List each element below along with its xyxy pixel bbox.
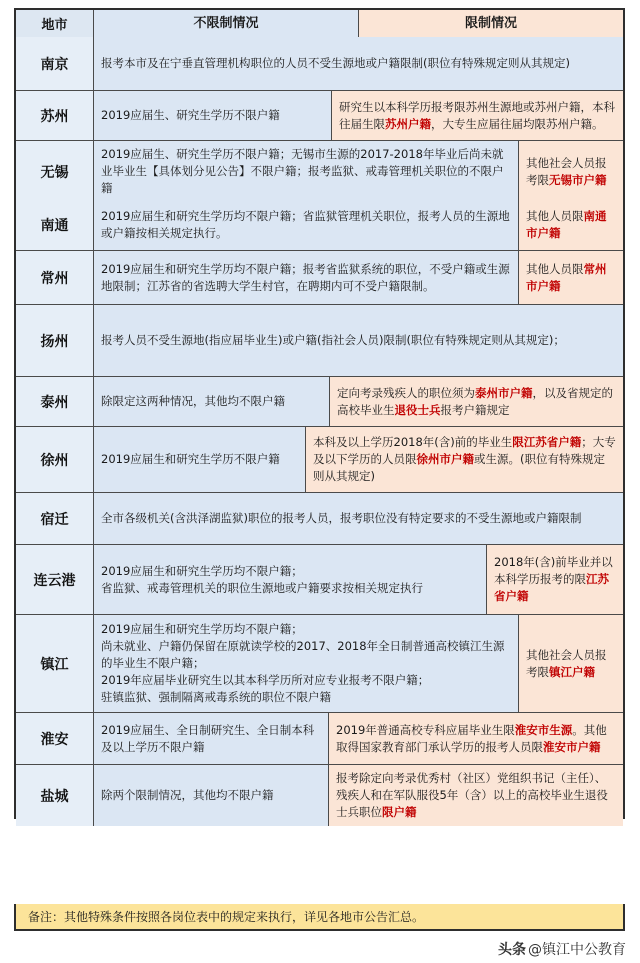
cell-text: 除限定这两种情况，其他均不限户籍 xyxy=(101,394,285,408)
header-free: 不限制情况 xyxy=(94,10,358,37)
table-row xyxy=(16,492,623,544)
row-content xyxy=(94,251,623,304)
highlighted-text: 淮安市户籍 xyxy=(543,739,601,754)
table-header-row xyxy=(16,10,623,36)
restricted-condition-cell xyxy=(518,251,623,304)
cell-text: 报考除定向考录优秀村（社区）党组织书记（主任）、残疾人和在军队服役5年（含）以上的高校毕业生退役士兵职位 xyxy=(336,771,608,819)
header-content xyxy=(94,10,623,37)
restricted-condition-cell xyxy=(518,615,623,712)
highlighted-text: 徐州市户籍 xyxy=(416,452,474,466)
city-name: 镇江 xyxy=(16,615,94,712)
free-condition-cell xyxy=(94,141,518,202)
restricted-condition-cell xyxy=(328,765,623,826)
free-text xyxy=(101,55,570,72)
cell-text: 2018年(含)前毕业并以本科学历报考的限 xyxy=(494,555,613,586)
restricted-condition-cell xyxy=(305,427,623,492)
row-content xyxy=(94,199,623,250)
header-restricted: 限制情况 xyxy=(358,10,623,37)
cell-text: 其他社会人员报考限 xyxy=(526,155,607,187)
table-row xyxy=(16,36,623,90)
cell-text: 2019应届生、研究生学历不限户籍 xyxy=(101,108,280,122)
free-condition-cell xyxy=(94,251,518,304)
city-name: 扬州 xyxy=(16,305,94,376)
free-text xyxy=(101,107,280,124)
restricted-condition-cell xyxy=(329,377,623,426)
free-text xyxy=(101,208,511,242)
watermark xyxy=(498,939,626,959)
row-content xyxy=(94,37,623,90)
highlighted-text: 淮安市生源 xyxy=(514,722,573,737)
restricted-text xyxy=(337,385,616,419)
cell-text: 研究生以本科学历报考限苏州生源地或苏州户籍，本科往届生限 xyxy=(339,99,615,131)
highlighted-text: 无锡市户籍 xyxy=(549,172,607,187)
cell-text: 或生源。(职位有特殊规定则从其规定) xyxy=(313,452,605,483)
table-row xyxy=(16,614,623,712)
table-row xyxy=(16,426,623,492)
free-text xyxy=(101,146,511,197)
row-content xyxy=(94,765,623,826)
free-condition-cell xyxy=(94,615,518,712)
restricted-text xyxy=(494,554,616,605)
city-name: 泰州 xyxy=(16,377,94,426)
restricted-text xyxy=(339,99,616,133)
city-name: 宿迁 xyxy=(16,493,94,544)
cell-text: 除两个限制情况，其他均不限户籍 xyxy=(101,788,274,802)
cell-text: 。其他取得国家教育部门承认学历的报考人员限 xyxy=(336,722,607,754)
free-condition-cell xyxy=(94,493,623,544)
free-text xyxy=(101,787,274,804)
restricted-text xyxy=(526,647,616,681)
free-condition-cell xyxy=(94,427,305,492)
cell-text: 定向考录残疾人的职位须为 xyxy=(337,385,475,400)
row-content xyxy=(94,91,623,140)
restricted-text xyxy=(526,261,616,295)
row-content xyxy=(94,615,623,712)
highlighted-text: 苏州户籍 xyxy=(385,116,431,131)
free-condition-cell xyxy=(94,91,331,140)
table-row xyxy=(16,90,623,140)
restricted-text xyxy=(313,434,616,485)
cell-text: 2019应届生和研究生学历均不限户籍；报考省监狱系统的职位，不受户籍或生源地限制；江苏省的省选聘大学生村官，在聘期内可不受户籍限制。 xyxy=(101,261,510,293)
city-name: 盐城 xyxy=(16,765,94,826)
restricted-condition-cell xyxy=(328,713,623,764)
free-text xyxy=(101,393,285,410)
free-text xyxy=(101,451,280,468)
free-condition-cell xyxy=(94,199,518,250)
row-content xyxy=(94,545,623,614)
free-text xyxy=(101,563,423,597)
cell-text: 报考户籍规定 xyxy=(440,402,510,417)
cell-text: 2019应届生和研究生学历均不限户籍； 省监狱、戒毒管理机关的职位生源地或户籍要求按相关规定执行 xyxy=(101,563,423,595)
city-name: 连云港 xyxy=(16,545,94,614)
cell-text: 2019应届生、研究生学历不限户籍；无锡市生源的2017-2018年毕业后尚未就业毕业生【具体划分见公告】不限户籍；报考监狱、戒毒管理机关职位的不限户籍 xyxy=(101,147,504,195)
restricted-condition-cell xyxy=(486,545,623,614)
cell-text: 2019应届生和研究生学历均不限户籍； 尚未就业、户籍仍保留在原就读学校的2017、2018年全日制普通高校镇江生源的毕业生不限户籍； 2019年应届毕业研究生以其本科学历所对应专业报考不限户籍； 驻镇监狱、强制隔离戒毒系统的职位不限户籍 xyxy=(101,622,505,704)
city-name: 苏州 xyxy=(16,91,94,140)
city-name: 南通 xyxy=(16,199,94,250)
city-name: 无锡 xyxy=(16,141,94,202)
city-name: 南京 xyxy=(16,37,94,90)
free-text xyxy=(101,332,565,349)
cell-text: ，大专生应届往届均限苏州户籍。 xyxy=(431,116,604,131)
city-name: 淮安 xyxy=(16,713,94,764)
free-condition-cell xyxy=(94,765,328,826)
free-condition-cell xyxy=(94,305,623,376)
table-row xyxy=(16,250,623,304)
policy-table xyxy=(14,8,625,819)
cell-text: 其他人员限 xyxy=(526,208,584,223)
highlighted-text: 限户籍 xyxy=(382,805,417,819)
highlighted-text: 退役士兵 xyxy=(394,402,441,417)
cell-text: 报考本市及在宁垂直管理机构职位的人员不受生源地或户籍限制(职位有特殊规定则从其规定) xyxy=(101,56,570,70)
table-row xyxy=(16,764,623,817)
row-content xyxy=(94,713,623,764)
cell-text: 其他人员限 xyxy=(526,261,584,276)
highlighted-text: 南通市户籍 xyxy=(526,208,607,240)
table-row xyxy=(16,712,623,764)
cell-text: 2019应届生和研究生学历不限户籍 xyxy=(101,452,280,466)
table-row xyxy=(16,140,623,198)
free-condition-cell xyxy=(94,37,623,90)
row-content xyxy=(94,141,623,202)
row-content xyxy=(94,377,623,426)
cell-text: 2019年普通高校专科应届毕业生限 xyxy=(336,722,515,737)
highlighted-text: 泰州市户籍 xyxy=(475,385,533,400)
row-content xyxy=(94,305,623,376)
footnote: 备注：其他特殊条件按照各岗位表中的规定来执行，详见各地市公告汇总。 xyxy=(14,904,625,931)
free-condition-cell xyxy=(94,377,329,426)
header-city: 地市 xyxy=(16,10,94,37)
cell-text: 2019应届生、全日制研究生、全日制本科及以上学历不限户籍 xyxy=(101,722,315,754)
table-row xyxy=(16,304,623,376)
cell-text: 本科及以上学历2018年(含)前的毕业生 xyxy=(313,435,513,449)
cell-text: 其他社会人员报考限 xyxy=(526,647,607,679)
highlighted-text: 常州市户籍 xyxy=(526,261,607,293)
highlighted-text: 江苏省户籍 xyxy=(494,572,609,603)
free-text xyxy=(101,722,321,756)
free-text xyxy=(101,261,511,295)
cell-text: 全市各级机关(含洪泽湖监狱)职位的报考人员，报考职位没有特定要求的不受生源地或户籍限制 xyxy=(101,511,582,525)
row-content xyxy=(94,427,623,492)
free-text xyxy=(101,510,581,527)
table-row xyxy=(16,198,623,250)
cell-text: ；大专及以下学历的人员限 xyxy=(313,435,616,466)
restricted-text xyxy=(526,155,616,189)
cell-text: 2019应届生和研究生学历均不限户籍；省监狱管理机关职位，报考人员的生源地或户籍按相关规定执行。 xyxy=(101,208,510,240)
table-row xyxy=(16,376,623,426)
free-condition-cell xyxy=(94,713,328,764)
restricted-condition-cell xyxy=(518,199,623,250)
highlighted-text: 镇江户籍 xyxy=(549,664,595,679)
cell-text: 报考人员不受生源地(指应届毕业生)或户籍(指社会人员)限制(职位有特殊规定则从其规定)； xyxy=(101,333,565,347)
cell-text: ，以及省规定的高校毕业生 xyxy=(337,385,613,417)
city-name: 常州 xyxy=(16,251,94,304)
highlighted-text: 限江苏省户籍 xyxy=(512,435,582,449)
restricted-text xyxy=(336,770,616,821)
free-text xyxy=(101,621,511,706)
row-content xyxy=(94,493,623,544)
restricted-text xyxy=(526,208,616,242)
restricted-text xyxy=(336,722,616,756)
watermark-handle: @镇江中公教育 xyxy=(528,942,626,958)
free-condition-cell xyxy=(94,545,486,614)
city-name: 徐州 xyxy=(16,427,94,492)
restricted-condition-cell xyxy=(331,91,623,140)
restricted-condition-cell xyxy=(518,141,623,202)
table-row xyxy=(16,544,623,614)
watermark-prefix: 头条 xyxy=(498,942,526,958)
